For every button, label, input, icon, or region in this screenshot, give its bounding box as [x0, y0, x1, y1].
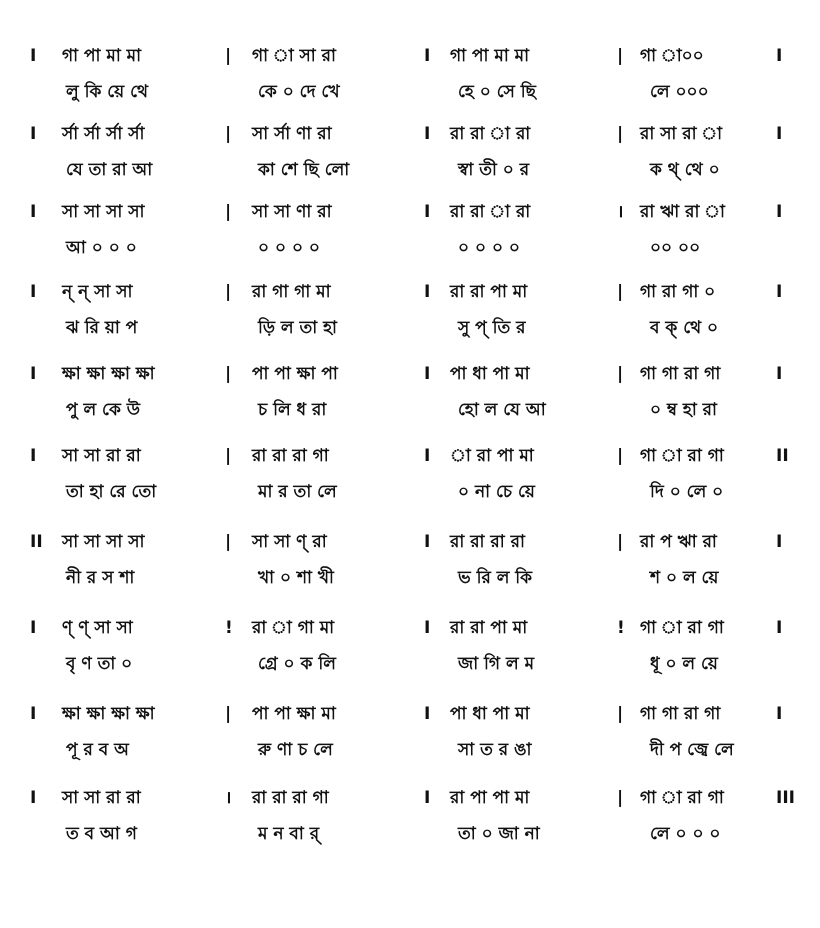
bar-line: I: [30, 704, 37, 724]
swara-measure: রা রা রা গা: [252, 788, 329, 808]
lyric-measure: স্বা তী ০ র: [458, 160, 530, 180]
bar-line: I: [424, 282, 431, 302]
bar-line: |: [617, 124, 624, 144]
bar-line: |: [225, 282, 232, 302]
swara-measure: গা া রা গা: [640, 446, 724, 466]
swara-measure: গা া সা রা: [252, 46, 336, 66]
swara-line: [0, 784, 820, 812]
swara-line: [0, 120, 820, 148]
lyric-measure: কা শে ছি লো: [258, 160, 350, 180]
lyric-measure: সু প্ তি র: [458, 318, 526, 338]
bar-line: |: [225, 124, 232, 144]
bar-line: |: [225, 446, 232, 466]
lyric-measure: তা ০ জা না: [458, 824, 540, 844]
bar-line: |: [617, 532, 624, 552]
bar-line: I: [30, 46, 37, 66]
lyric-measure: হো ল যে আ: [458, 400, 546, 420]
lyric-measure: ভ রি ল কি: [458, 568, 533, 588]
swara-measure: গা রা গা ০: [640, 282, 716, 302]
lyric-measure: দি ০ লে ০: [650, 482, 724, 502]
bar-line: |: [617, 788, 624, 808]
swara-line: [0, 442, 820, 470]
lyric-line: [0, 820, 820, 848]
bar-line: I: [424, 788, 431, 808]
lyric-measure: ধূ ০ ল য়ে: [650, 654, 718, 674]
lyric-measure: যে তা রা আ: [66, 160, 153, 180]
bar-line: I: [424, 532, 431, 552]
bar-line: |: [225, 202, 232, 222]
swara-measure: রা পা পা মা: [450, 788, 530, 808]
bar-line: I: [776, 124, 783, 144]
swara-measure: রা রা রা গা: [252, 446, 329, 466]
swara-measure: া রা পা মা: [450, 446, 534, 466]
bar-line: I: [424, 446, 431, 466]
swara-measure: রা রা পা মা: [450, 618, 528, 638]
bar-line: |: [617, 282, 624, 302]
lyric-measure: চ লি ধ রা: [258, 400, 327, 420]
swara-measure: গা পা মা মা: [450, 46, 530, 66]
swara-measure: ণ্ ণ্ সা সা: [62, 618, 133, 638]
swara-measure: রা রা পা মা: [450, 282, 528, 302]
bar-line: ।: [617, 202, 624, 222]
bar-line: |: [617, 704, 624, 724]
bar-line: I: [30, 124, 37, 144]
swara-line: [0, 198, 820, 226]
bar-line: I: [776, 704, 783, 724]
lyric-measure: ত ব আ গ: [66, 824, 137, 844]
bar-line: |: [225, 704, 232, 724]
swara-measure: গা পা মা মা: [62, 46, 142, 66]
lyric-measure: জা গি ল ম: [458, 654, 535, 674]
swara-measure: রা রা া রা: [450, 202, 531, 222]
lyric-measure: ড়ি ল তা হা: [258, 318, 337, 338]
bar-line: |: [617, 46, 624, 66]
lyric-measure: নী র স শা: [66, 568, 135, 588]
lyric-line: [0, 314, 820, 342]
swara-measure: সা সা সা সা: [62, 202, 145, 222]
lyric-line: [0, 396, 820, 424]
swara-measure: রা গা গা মা: [252, 282, 331, 302]
bar-line: I: [30, 788, 37, 808]
lyric-measure: লে ০ ০ ০: [650, 824, 721, 844]
swara-measure: গা গা রা গা: [640, 704, 721, 724]
bar-line: I: [776, 532, 783, 552]
swara-measure: গা া রা গা: [640, 788, 724, 808]
bar-line: |: [225, 532, 232, 552]
lyric-measure: ঝ রি য়া প: [66, 318, 138, 338]
bar-line: |: [617, 364, 624, 384]
bar-line: |: [225, 364, 232, 384]
lyric-measure: তা হা রে তো: [66, 482, 157, 502]
bar-line: I: [424, 704, 431, 724]
bar-line: I: [30, 618, 37, 638]
swara-measure: রা া গা মা: [252, 618, 335, 638]
swara-measure: সা সা ণ্ রা: [252, 532, 327, 552]
bar-line: ।: [225, 788, 232, 808]
lyric-measure: গ্রে ০ ক লি: [258, 654, 336, 674]
bar-line: I: [424, 364, 431, 384]
bar-line: !: [225, 618, 233, 638]
bar-line: I: [30, 282, 37, 302]
lyric-measure: ০ ০ ০ ০: [258, 238, 320, 258]
lyric-line: [0, 478, 820, 506]
swara-line: [0, 700, 820, 728]
swara-measure: সা সা রা রা: [62, 788, 141, 808]
lyric-measure: পু ল কে উ: [66, 400, 140, 420]
lyric-measure: মা র তা লে: [258, 482, 337, 502]
bar-line: I: [776, 202, 783, 222]
lyric-measure: ০ ম্ব হা রা: [650, 400, 717, 420]
bar-line: I: [424, 618, 431, 638]
swara-line: [0, 278, 820, 306]
swara-measure: রা সা রা া: [640, 124, 723, 144]
lyric-measure: ব ক্ থে ০: [650, 318, 719, 338]
swara-measure: র্সা র্সা র্সা র্সা: [62, 124, 145, 144]
swara-line: [0, 42, 820, 70]
lyric-measure: হে ০ সে ছি: [458, 82, 536, 102]
lyric-measure: সা ত র ঙা: [458, 740, 532, 760]
bar-line: I: [424, 202, 431, 222]
lyric-line: [0, 564, 820, 592]
lyric-measure: শ ০ ল য়ে: [650, 568, 719, 588]
swara-measure: ক্ষা ক্ষা ক্ষা ক্ষা: [62, 704, 155, 724]
swara-measure: রা রা রা রা: [450, 532, 525, 552]
swara-measure: রা ঋা রা া: [640, 202, 725, 222]
bar-line: !: [617, 618, 625, 638]
swara-measure: সা সা ণা রা: [252, 202, 332, 222]
swara-measure: পা পা ক্ষা পা: [252, 364, 338, 384]
lyric-measure: বৃ ণ তা ০: [66, 654, 133, 674]
bar-line: I: [424, 124, 431, 144]
lyric-line: [0, 156, 820, 184]
swara-measure: রা প ঋা রা: [640, 532, 717, 552]
swara-measure: ক্ষা ক্ষা ক্ষা ক্ষা: [62, 364, 155, 384]
lyric-line: [0, 234, 820, 262]
lyric-measure: ম ন বা র্: [258, 824, 320, 844]
bar-line: III: [776, 788, 795, 808]
swara-measure: গা া০০: [640, 46, 704, 66]
bar-line: I: [30, 446, 37, 466]
swara-measure: রা রা া রা: [450, 124, 531, 144]
bar-line: II: [776, 446, 789, 466]
lyric-measure: ০ না চে য়ে: [458, 482, 535, 502]
bar-line: I: [776, 364, 783, 384]
bar-line: |: [225, 46, 232, 66]
swara-measure: সা সা সা সা: [62, 532, 145, 552]
swara-measure: গা া রা গা: [640, 618, 724, 638]
swara-line: [0, 528, 820, 556]
swara-measure: সা র্সা ণা রা: [252, 124, 332, 144]
lyric-measure: খা ০ শা খী: [258, 568, 334, 588]
swara-measure: পা পা ক্ষা মা: [252, 704, 336, 724]
bar-line: I: [30, 364, 37, 384]
lyric-measure: রু ণা চ লে: [258, 740, 333, 760]
lyric-line: [0, 78, 820, 106]
swara-measure: পা ধা পা মা: [450, 704, 530, 724]
bar-line: |: [617, 446, 624, 466]
swara-line: [0, 614, 820, 642]
lyric-measure: ক থ্ থে ০: [650, 160, 720, 180]
lyric-line: [0, 650, 820, 678]
bar-line: II: [30, 532, 43, 552]
swara-line: [0, 360, 820, 388]
lyric-measure: পূ র ব অ: [66, 740, 129, 760]
lyric-measure: লে ০০০: [650, 82, 709, 102]
swara-measure: ন্ ন্ সা সা: [62, 282, 133, 302]
bar-line: I: [776, 282, 783, 302]
lyric-measure: লু কি য়ে থে: [66, 82, 148, 102]
lyric-measure: ০০ ০০: [650, 238, 701, 258]
bar-line: I: [424, 46, 431, 66]
lyric-measure: আ ০ ০ ০: [66, 238, 137, 258]
lyric-measure: ০ ০ ০ ০: [458, 238, 520, 258]
bar-line: I: [776, 46, 783, 66]
swara-measure: পা ধা পা মা: [450, 364, 530, 384]
lyric-measure: দী প জ্বে লে: [650, 740, 734, 760]
lyric-line: [0, 736, 820, 764]
bar-line: I: [30, 202, 37, 222]
bar-line: I: [776, 618, 783, 638]
lyric-measure: কে ০ দে খে: [258, 82, 340, 102]
swara-measure: সা সা রা রা: [62, 446, 141, 466]
swara-measure: গা গা রা গা: [640, 364, 721, 384]
